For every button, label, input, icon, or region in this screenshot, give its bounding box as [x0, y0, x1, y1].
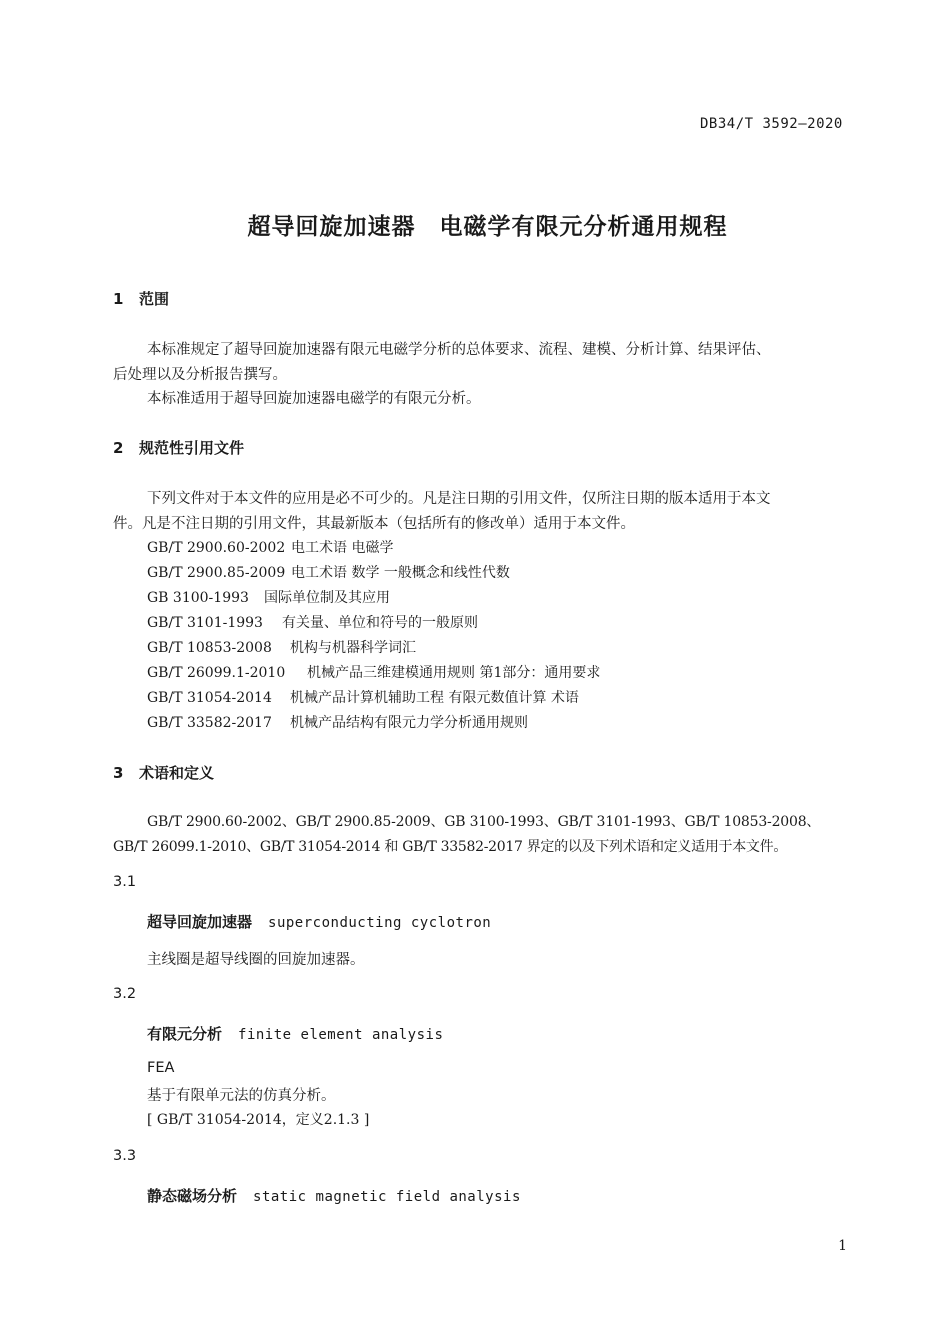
term-definition: 主线圈是超导线圈的回旋加速器。: [147, 952, 365, 968]
reference-code: GB/T 2900.60-2002: [147, 540, 286, 556]
section-2-title: 规范性引用文件: [139, 439, 245, 457]
reference-code: GB/T 26099.1-2010: [147, 665, 286, 681]
section-1-heading: [113, 288, 169, 309]
term-english: finite element analysis: [238, 1027, 444, 1043]
reference-title: 机械产品结构有限元力学分析通用规则: [290, 715, 528, 731]
term-number: 3.3: [113, 1148, 137, 1164]
reference-code: GB/T 2900.85-2009: [147, 565, 286, 581]
page-number: 1: [838, 1238, 847, 1254]
term-source: [ GB/T 31054-2014，定义2.1.3 ]: [147, 1112, 370, 1128]
reference-item: [147, 537, 393, 557]
term-english: static magnetic field analysis: [253, 1189, 521, 1205]
term-chinese: 静态磁场分析: [147, 1187, 238, 1205]
section-3-number: 3: [113, 764, 124, 782]
reference-code: GB/T 10853-2008: [147, 640, 272, 656]
reference-code: GB 3100-1993: [147, 590, 249, 606]
reference-title: 机构与机器科学词汇: [290, 640, 416, 656]
reference-item: [147, 562, 510, 582]
section-3-title: 术语和定义: [139, 764, 215, 782]
reference-title: 国际单位制及其应用: [264, 590, 390, 606]
reference-title: 机械产品计算机辅助工程 有限元数值计算 术语: [290, 690, 579, 706]
standard-code: DB34/T 3592—2020: [700, 116, 843, 132]
section-3-heading: [113, 762, 214, 783]
term-english: superconducting cyclotron: [268, 915, 492, 931]
term-number: 3.2: [113, 986, 137, 1002]
reference-code: GB/T 3101-1993: [147, 615, 263, 631]
reference-item: [147, 662, 600, 682]
term-abbreviation: FEA: [147, 1060, 175, 1076]
section-3-intro-line-1: GB/T 2900.60-2002、GB/T 2900.85-2009、GB 3100-1993、GB/T 3101-1993、GB/T 10853-2008、: [147, 814, 821, 830]
reference-item: [147, 712, 528, 732]
reference-title: 机械产品三维建模通用规则 第1部分：通用要求: [307, 665, 601, 681]
term-chinese: 超导回旋加速器: [147, 913, 253, 931]
section-2-number: 2: [113, 439, 124, 457]
reference-code: GB/T 31054-2014: [147, 690, 272, 706]
section-1-paragraph-1-line-1: 本标准规定了超导回旋加速器有限元电磁学分析的总体要求、流程、建模、分析计算、结果评估、: [147, 342, 771, 358]
reference-code: GB/T 33582-2017: [147, 715, 272, 731]
reference-item: [147, 612, 478, 632]
term-entry: [147, 1023, 443, 1044]
section-3-intro-line-2: GB/T 26099.1-2010、GB/T 31054-2014 和 GB/T 33582-2017 界定的以及下列术语和定义适用于本文件。: [113, 839, 788, 855]
section-1-paragraph-2: 本标准适用于超导回旋加速器电磁学的有限元分析。: [147, 391, 481, 407]
term-entry: [147, 911, 491, 932]
reference-title: 电工术语 数学 一般概念和线性代数: [291, 565, 510, 581]
term-entry: [147, 1185, 521, 1206]
document-title: 超导回旋加速器 电磁学有限元分析通用规程: [247, 214, 728, 240]
section-2-intro-line-1: 下列文件对于本文件的应用是必不可少的。凡是注日期的引用文件，仅所注日期的版本适用于本文: [147, 491, 771, 507]
term-definition: 基于有限单元法的仿真分析。: [147, 1088, 336, 1104]
reference-item: [147, 587, 390, 607]
reference-title: 电工术语 电磁学: [291, 540, 394, 556]
reference-item: [147, 637, 416, 657]
reference-title: 有关量、单位和符号的一般原则: [282, 615, 478, 631]
reference-item: [147, 687, 579, 707]
term-number: 3.1: [113, 874, 137, 890]
section-1-paragraph-1-line-2: 后处理以及分析报告撰写。: [113, 367, 287, 383]
section-2-heading: [113, 437, 244, 458]
section-2-intro-line-2: 件。凡是不注日期的引用文件，其最新版本（包括所有的修改单）适用于本文件。: [113, 516, 635, 532]
term-chinese: 有限元分析: [147, 1025, 223, 1043]
section-1-title: 范围: [139, 290, 170, 308]
section-1-number: 1: [113, 290, 124, 308]
